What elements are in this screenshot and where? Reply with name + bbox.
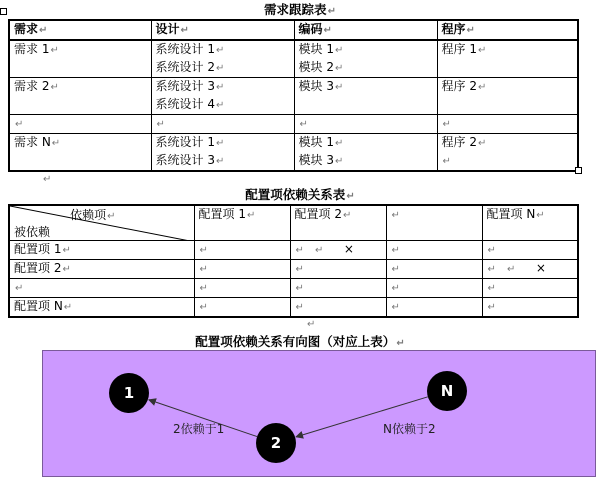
header-cell: 程序↵: [437, 20, 578, 40]
dependency-graph: [42, 350, 596, 477]
table-header-row: [9, 205, 578, 241]
header-cell: 设计↵: [151, 20, 294, 40]
table-cell: ↵: [194, 241, 290, 260]
empty-paragraph-mark: ↵: [43, 174, 52, 185]
corner-label-bottom: 被依赖: [14, 225, 51, 239]
req-trace-title: 需求跟踪表↵: [264, 2, 336, 17]
table-cell: ↵: [290, 279, 386, 298]
edge-label: N依赖于2: [383, 422, 436, 436]
graph-canvas: [43, 351, 595, 476]
table-cell: ↵: [386, 260, 482, 279]
table-cell: ↵: [437, 115, 578, 134]
edge-label: 2依赖于1: [173, 422, 225, 436]
table-cell: ↵: [482, 298, 578, 318]
row-label-cell: 配置项 N↵: [9, 298, 194, 318]
graph-title: 配置项依赖关系有向图（对应上表）↵: [195, 334, 405, 349]
table-cell: 程序 1↵: [437, 40, 578, 78]
table-cell: ↵: [386, 241, 482, 260]
table-cell: ↵: [9, 115, 151, 134]
requirements-trace-table: [8, 19, 579, 172]
table-cell: ↵: [194, 298, 290, 318]
column-header: 配置项 1↵: [194, 205, 290, 241]
table-row: [9, 134, 578, 172]
table-header-row: [9, 20, 578, 40]
table-cell: ↵: [294, 115, 437, 134]
table-cell: 系统设计 1↵ 系统设计 2↵: [151, 40, 294, 78]
table-cell: ↵: [482, 279, 578, 298]
table-cell: ↵: [290, 260, 386, 279]
table-cell: ↵: [386, 279, 482, 298]
table-cell: 系统设计 3↵ 系统设计 4↵: [151, 78, 294, 115]
table-cell: 模块 1↵ 模块 2↵: [294, 40, 437, 78]
column-header: 配置项 N↵: [482, 205, 578, 241]
table-row: [9, 241, 578, 260]
table-row: [9, 298, 578, 318]
table-cell: 模块 1↵ 模块 3↵: [294, 134, 437, 172]
table-resize-handle[interactable]: [575, 167, 582, 174]
dependency-mark-cell: ↵ ×↵: [482, 260, 578, 279]
column-header: 配置项 2↵: [290, 205, 386, 241]
table-cell: 程序 2↵: [437, 78, 578, 115]
table-row: [9, 78, 578, 115]
table-cell: 需求 N↵: [9, 134, 151, 172]
table-cell: ↵: [194, 260, 290, 279]
table-cell: 需求 2↵: [9, 78, 151, 115]
table-row: [9, 115, 578, 134]
column-header: ↵: [386, 205, 482, 241]
header-cell: 编码↵: [294, 20, 437, 40]
table-row: [9, 260, 578, 279]
table-cell: 模块 3↵: [294, 78, 437, 115]
graph-node-label: 2: [270, 434, 282, 452]
row-label-cell: ↵: [9, 279, 194, 298]
dep-table-title: 配置项依赖关系表↵: [245, 187, 355, 202]
table-cell: ↵: [194, 279, 290, 298]
row-label-cell: 配置项 1↵: [9, 241, 194, 260]
table-row: [9, 279, 578, 298]
table-cell: ↵: [482, 241, 578, 260]
header-cell: 需求↵: [9, 20, 151, 40]
diagonal-corner-cell: [9, 205, 194, 241]
table-cell: 程序 2↵ ↵: [437, 134, 578, 172]
dependency-mark-cell: ↵ ×↵: [290, 241, 386, 260]
table-row: [9, 40, 578, 78]
table-cell: ↵: [386, 298, 482, 318]
graph-node-label: N: [440, 382, 454, 400]
corner-label-top: 依赖项↵: [70, 208, 116, 222]
table-cell: 需求 1↵: [9, 40, 151, 78]
table-cell: ↵: [290, 298, 386, 318]
empty-paragraph-mark: ↵: [307, 319, 316, 330]
table-cell: ↵: [151, 115, 294, 134]
table-cell: 系统设计 1↵ 系统设计 3↵: [151, 134, 294, 172]
dependency-table: [8, 204, 579, 318]
graph-node-label: 1: [123, 384, 135, 402]
row-label-cell: 配置项 2↵: [9, 260, 194, 279]
